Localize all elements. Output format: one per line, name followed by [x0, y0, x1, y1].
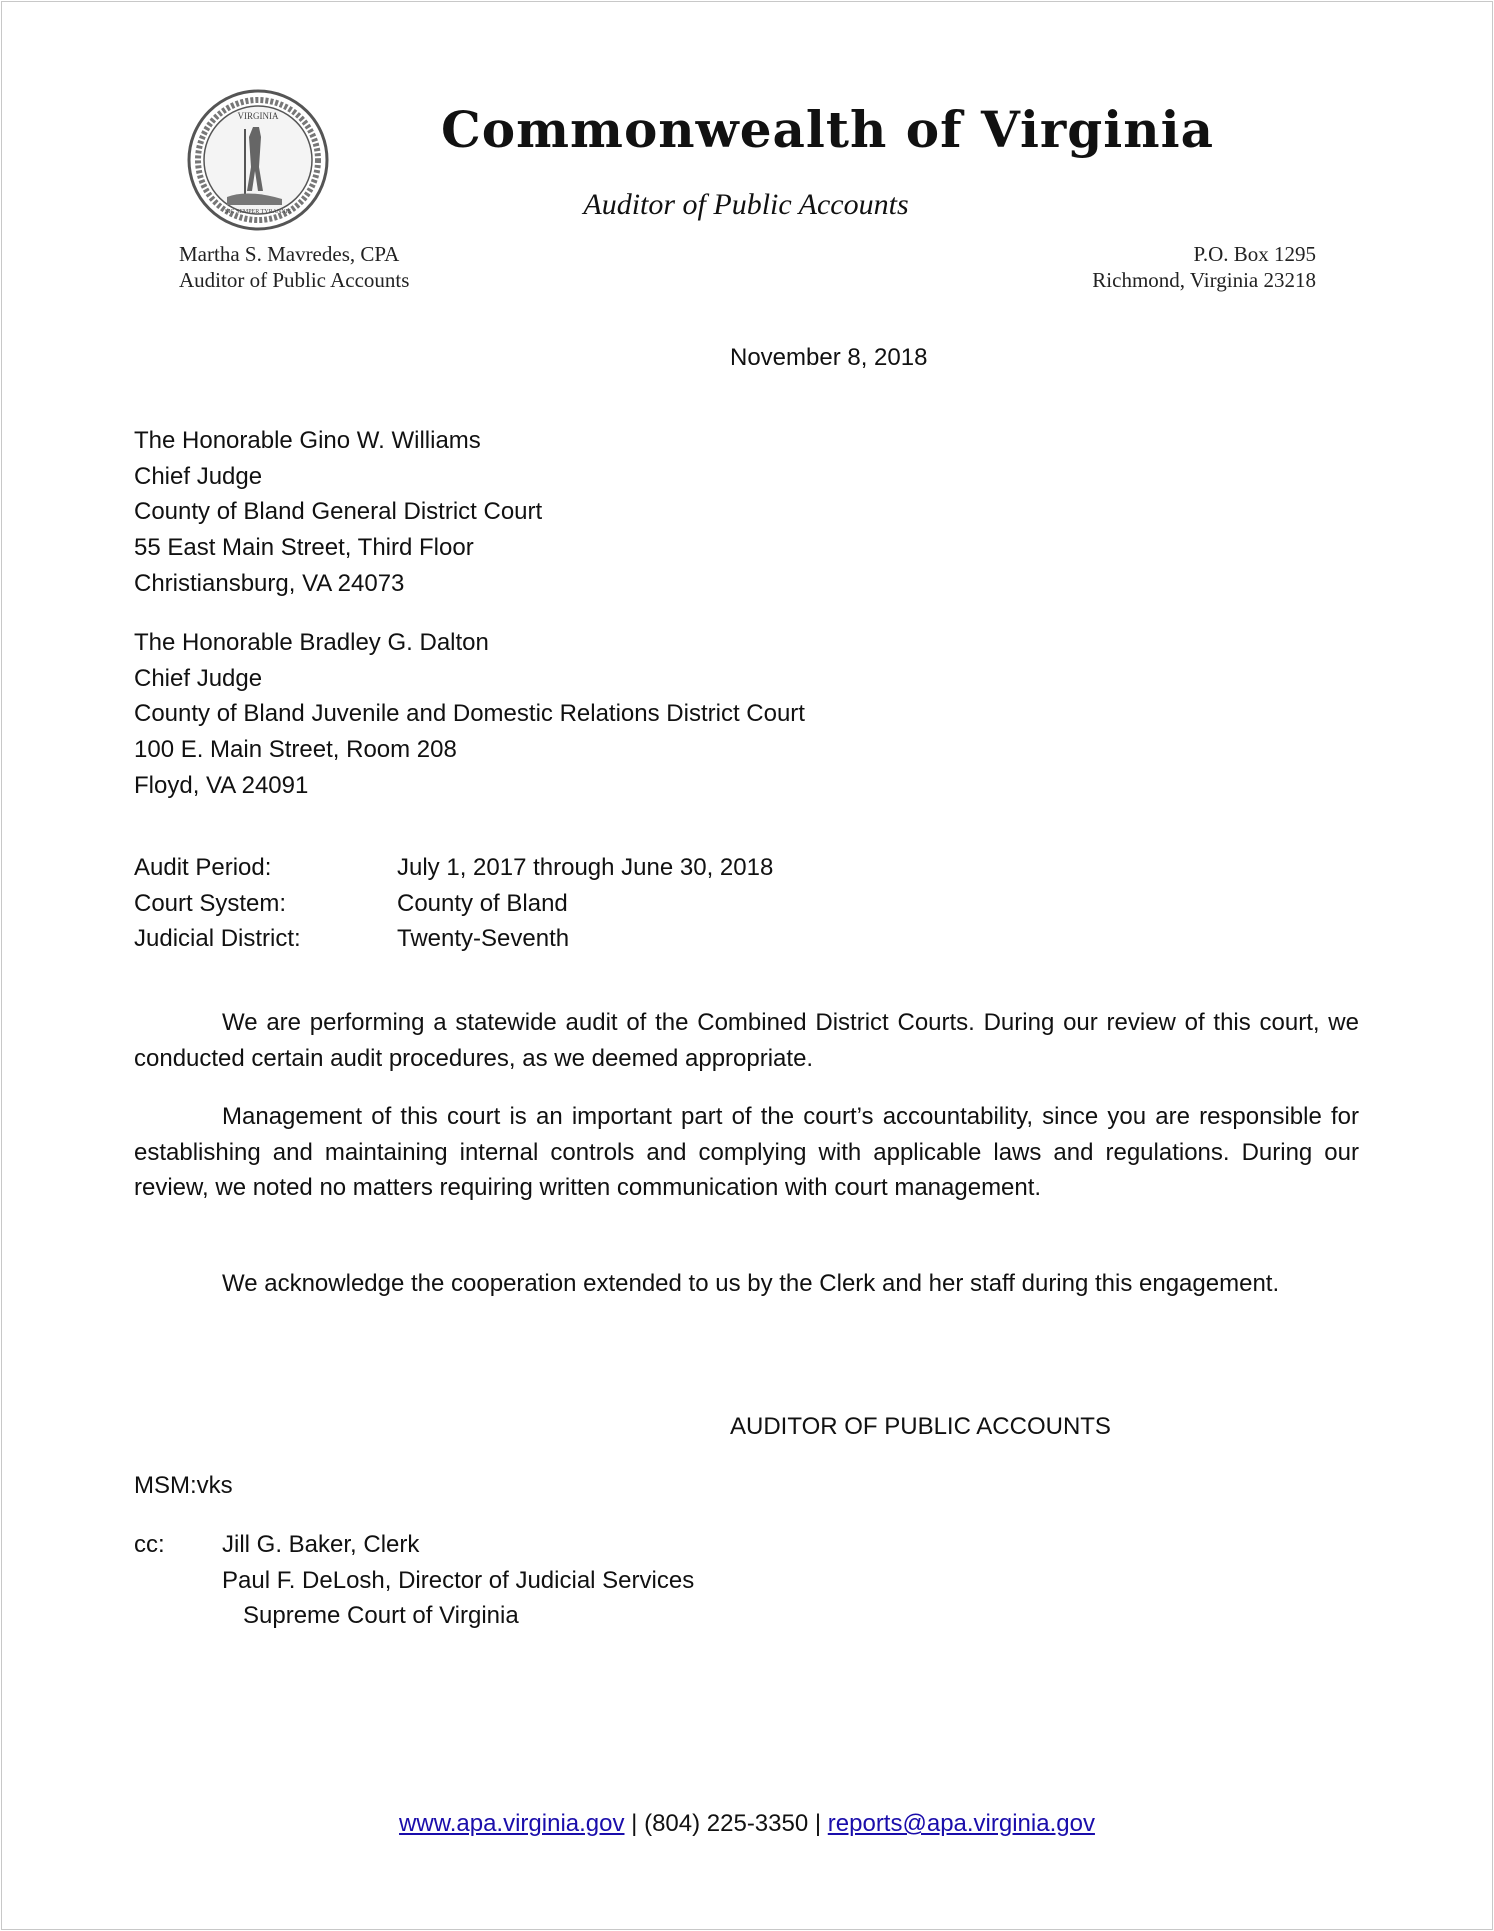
address-line: The Honorable Gino W. Williams: [134, 427, 481, 454]
initials: MSM:vks: [134, 1472, 233, 1499]
address-line: Chief Judge: [134, 664, 263, 692]
letter-date: November 8, 2018: [730, 344, 928, 371]
detail-row: [134, 886, 1359, 922]
email-link[interactable]: reports@apa.virginia.gov: [827, 1810, 1095, 1837]
detail-value: County of Bland: [397, 889, 568, 917]
mailing-address: [1092, 241, 1316, 293]
recipient-address-1: [134, 423, 1359, 602]
auditor-name: Martha S. Mavredes, CPA: [179, 242, 400, 266]
svg-text:VIRGINIA: VIRGINIA: [237, 111, 279, 121]
virginia-seal-logo: [187, 89, 329, 231]
auditor-title: Auditor of Public Accounts: [179, 268, 410, 292]
audit-details: [134, 850, 1359, 957]
body-paragraph: We acknowledge the cooperation extended to us by the Clerk and her staff during this engagement.: [222, 1270, 1280, 1297]
address-line: County of Bland Juvenile and Domestic Relations District Court: [134, 700, 805, 728]
letterhead-subtitle: Auditor of Public Accounts: [583, 188, 909, 221]
footer: [0, 1806, 1494, 1842]
detail-value: Twenty-Seventh: [397, 925, 570, 953]
phone-number: (804) 225-3350: [644, 1810, 809, 1837]
address-line: County of Bland General District Court: [134, 498, 543, 526]
signature-block: AUDITOR OF PUBLIC ACCOUNTS: [730, 1413, 1111, 1440]
website-link[interactable]: www.apa.virginia.gov: [399, 1810, 625, 1837]
svg-text:SIC SEMPER TYRANNIS: SIC SEMPER TYRANNIS: [225, 209, 291, 215]
city-state-zip: Richmond, Virginia 23218: [1092, 268, 1316, 292]
detail-value: July 1, 2017 through June 30, 2018: [397, 854, 774, 881]
detail-label: Court System:: [134, 889, 287, 917]
cc-line: Jill G. Baker, Clerk: [222, 1531, 420, 1558]
cc-line: Supreme Court of Virginia: [243, 1602, 519, 1629]
detail-row: [134, 850, 1359, 886]
letterhead-title: Commonwealth of Virginia: [441, 100, 1214, 159]
cc-line: Paul F. DeLosh, Director of Judicial Services: [222, 1567, 695, 1594]
footer-separator: |: [814, 1810, 822, 1837]
address-line: Christiansburg, VA 24073: [134, 569, 405, 597]
address-line: The Honorable Bradley G. Dalton: [134, 629, 489, 656]
detail-label: Audit Period:: [134, 854, 272, 881]
body-paragraph: We are performing a statewide audit of the Combined District Courts. During our review of this court, we conducted certain audit procedures, as we deemed appropriate.: [134, 1009, 1359, 1072]
footer-separator: |: [631, 1810, 638, 1837]
address-line: Chief Judge: [134, 462, 263, 490]
detail-label: Judicial District:: [134, 925, 301, 953]
detail-row: [134, 921, 1359, 957]
body-paragraph: Management of this court is an important part of the court’s accountability, since you are responsible for establishing and maintaining internal controls and complying with applicable laws and regulations. During our review, we noted no matters requiring written communication with court management.: [134, 1103, 1359, 1202]
cc-label: cc:: [134, 1531, 165, 1558]
address-line: Floyd, VA 24091: [134, 771, 309, 799]
address-line: 100 E. Main Street, Room 208: [134, 736, 457, 764]
address-line: 55 East Main Street, Third Floor: [134, 534, 474, 562]
auditor-name-block: [179, 241, 409, 293]
recipient-address-2: [134, 625, 1359, 804]
po-box: P.O. Box 1295: [1193, 242, 1316, 266]
